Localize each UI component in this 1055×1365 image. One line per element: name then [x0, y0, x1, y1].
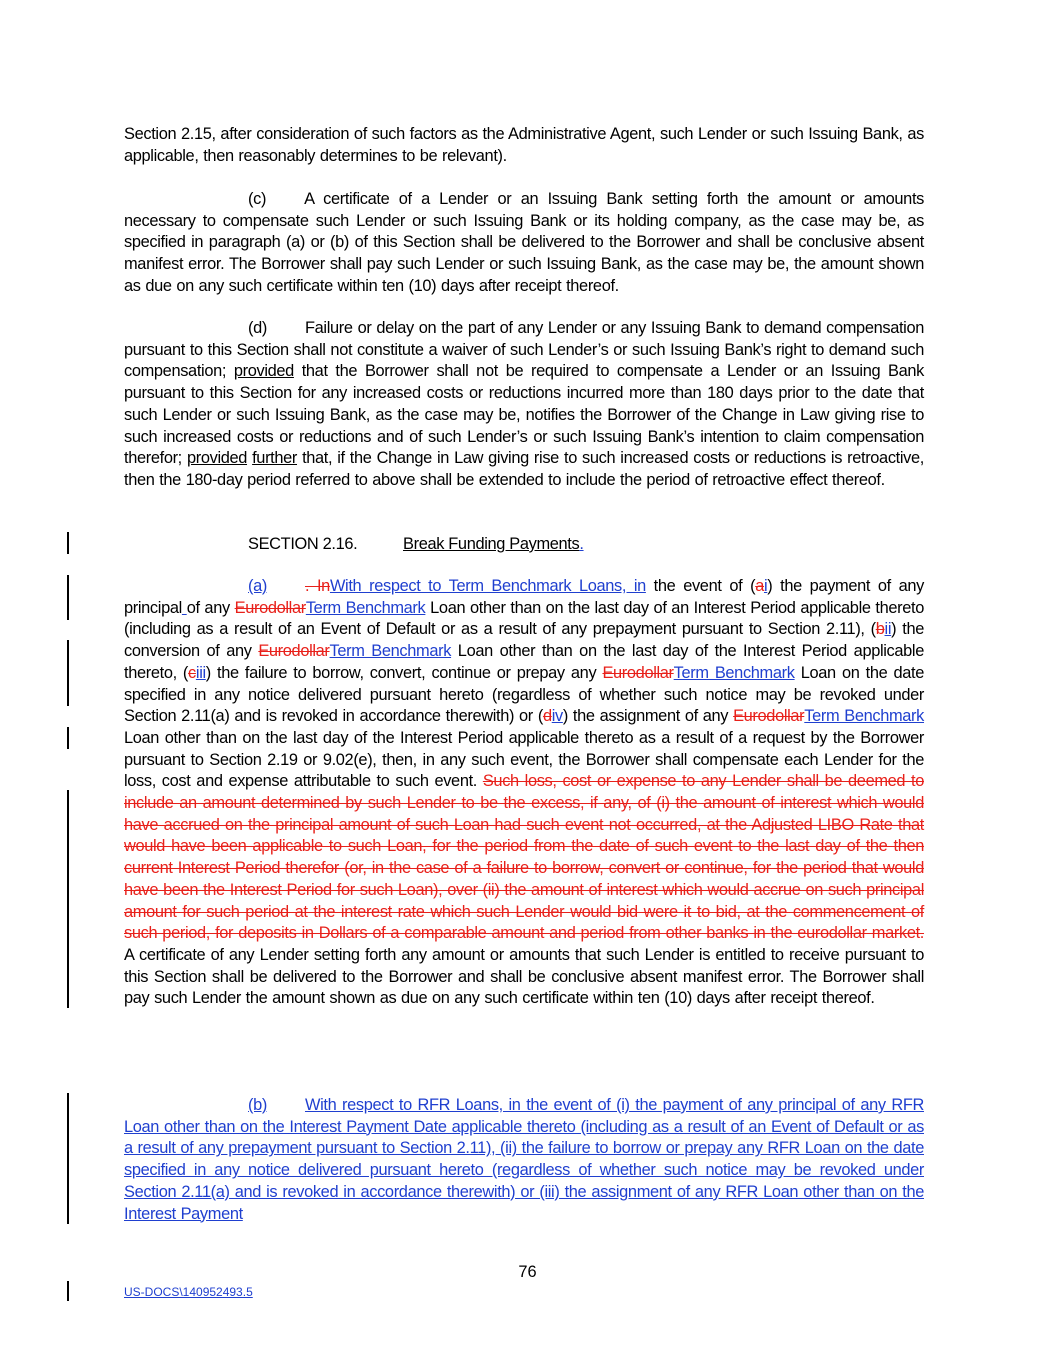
paragraph-d: [124, 318, 924, 492]
section-number: SECTION 2.16.: [248, 535, 358, 553]
change-bar: [67, 532, 69, 554]
paragraph-label: (a): [248, 577, 267, 595]
paragraph-label: (c): [248, 190, 267, 208]
inserted-text: Term Benchmark: [329, 642, 452, 661]
text-run: A certificate of any Lender setting forth any amount or amounts that such Lender is entitled to receive pursuant to this Section shall be delivered to the Borrower and shall be conclusive absent manifest error. The Borrower shall pay such Lender the amount shown as due on any such certificate within ten (10) days after receipt thereof.: [124, 945, 924, 1008]
text-run: ) the conversion of any: [124, 620, 924, 661]
deleted-text: Eurodollar: [602, 663, 674, 682]
text-run: Loan other than on the last day of an Interest Period applicable thereto (including as a result of an Event of Default or as a result of any prepayment pursuant to Section 2.11), (: [124, 598, 924, 639]
text-run: Failure or delay on the part of any Lender or any Issuing Bank to demand compensation pursuant to this Section shall not constitute a waiver of such Lender’s or such Issuing Bank’s right to demand such compensation;: [124, 319, 924, 381]
deleted-text: Eurodollar: [234, 598, 306, 617]
text-run: ) the failure to borrow, convert, continue or prepay any: [205, 663, 603, 682]
inserted-text: Term Benchmark: [305, 598, 426, 617]
inserted-text: Term Benchmark: [804, 707, 925, 726]
inserted-text: ii: [884, 620, 892, 639]
text-run: the event of (: [645, 577, 756, 595]
deleted-text: Eurodollar: [733, 707, 805, 726]
change-bar: [67, 575, 69, 620]
paragraph-text: A certificate of a Lender or an Issuing Bank setting forth the amount or amounts necessary to compensate such Lender or such Issuing Bank or its holding company, as the case may be, as specified in paragraph (a) or (b) of this Section shall be delivered to the Borrower and shall be conclusive absent manifest error. The Borrower shall pay such Lender or such Issuing Bank, as the case may be, the amount shown as due on any such certificate within ten (10) days after receipt thereof.: [124, 190, 924, 295]
section-title: Break Funding Payments: [403, 535, 580, 553]
document-id: US-DOCS\140952493.5: [124, 1285, 253, 1299]
inserted-text: iii: [195, 663, 206, 682]
text-run: Loan other than on the last day of the Interest Period applicable thereto, (: [124, 642, 924, 682]
text-run: of any: [186, 598, 235, 617]
change-bar: [67, 1093, 69, 1224]
paragraph-continuation: [124, 124, 924, 167]
section-heading: [248, 534, 584, 556]
underlined-term: provided: [186, 449, 248, 468]
deleted-text: . In: [304, 577, 330, 595]
paragraph-label: (b): [248, 1096, 267, 1114]
inserted-text: .: [579, 535, 584, 553]
text-run: ) the payment of any principal: [124, 577, 924, 617]
text-run: Loan on the date specified in any notice delivered pursuant hereto (regardless of whether such notice may be revoked under Section 2.11(a) and is revoked in accordance therewith) or (: [124, 663, 924, 726]
text-run: that the Borrower shall not be required to compensate a Lender or an Issuing Bank pursuant to this Section for any increased costs or reductions incurred more than 180 days prior to the date that such Lender or such Issuing Bank, as the case may be, notifies the Borrower of the Change in Law giving rise to such increased costs or reductions and of such Lender’s or such Issuing Bank’s intention to claim compensation therefor;: [124, 362, 924, 468]
inserted-text: i: [763, 577, 768, 595]
paragraph-label: (d): [248, 319, 267, 337]
paragraph-a: [124, 576, 924, 1010]
change-bar: [67, 727, 69, 749]
paragraph-c: [124, 189, 924, 298]
underlined-term: provided: [233, 362, 294, 381]
deleted-text: a: [755, 577, 764, 595]
change-bar: [67, 640, 69, 706]
inserted-text: iv: [551, 707, 563, 726]
text-run: that, if the Change in Law giving rise to such increased costs or reductions is retroactive, then the 180-day period referred to above shall be extended to include the period of retroactive effect thereof.: [124, 449, 924, 489]
change-bar: [67, 1281, 69, 1301]
change-bar: [67, 790, 69, 1008]
paragraph-text: Section 2.15, after consideration of such factors as the Administrative Agent, such Lender or such Issuing Bank, as applicable, then reasonably determines to be relevant).: [124, 125, 924, 165]
text-run: Loan other than on the last day of the Interest Period applicable thereto as a result of a request by the Borrower pursuant to Section 2.19 or 9.02(e), then, in any such event, the Borrower shall compensate each Lender for the loss, cost and expense attributable to such event.: [124, 728, 924, 791]
page-number: 76: [518, 1263, 537, 1281]
paragraph-b: [124, 1095, 924, 1225]
deleted-text: c: [188, 663, 196, 682]
deleted-text: Such loss, cost or expense to any Lender shall be deemed to include an amount determined by such Lender to be the excess, if any, of (i) the amount of interest which would have accrued on the principal amount of such Loan had such event not occurred, at the Adjusted LIBO Rate that would have been applicable to such Loan, for the period from the date of such event to the last day of the then current Interest Period therefor (or, in the case of a failure to borrow, convert or continue, for the period that would have been the Interest Period for such Loan), over (ii) the amount of interest which would accrue on such principal amount for such period at the interest rate which such Lender would bid were it to bid, at the commencement of such period, for deposits in Dollars of a comparable amount and period from other banks in the eurodollar market.: [124, 772, 924, 943]
inserted-text: With respect to Term Benchmark Loans, in: [329, 577, 646, 595]
text-run: ) the assignment of any: [562, 707, 734, 726]
deleted-text: b: [875, 620, 885, 639]
deleted-text: d: [542, 707, 552, 726]
deleted-text: Eurodollar: [258, 642, 330, 661]
inserted-text: Term Benchmark: [673, 663, 795, 682]
underlined-term: further: [252, 449, 298, 468]
inserted-text: With respect to RFR Loans, in the event of (i) the payment of any principal of any RFR Loan other than on the Interest Payment Date applicable thereto (including as a result of an Event of Default or as a result of any prepayment pursuant to Section 2.11), (ii) the failure to borrow or prepay any RFR Loan on the date specified in any notice delivered pursuant hereto (regardless of whether such notice may be revoked under Section 2.11(a) and is revoked in accordance therewith) or (iii) the assignment of any RFR Loan other than on the Interest Payment: [124, 1096, 924, 1223]
